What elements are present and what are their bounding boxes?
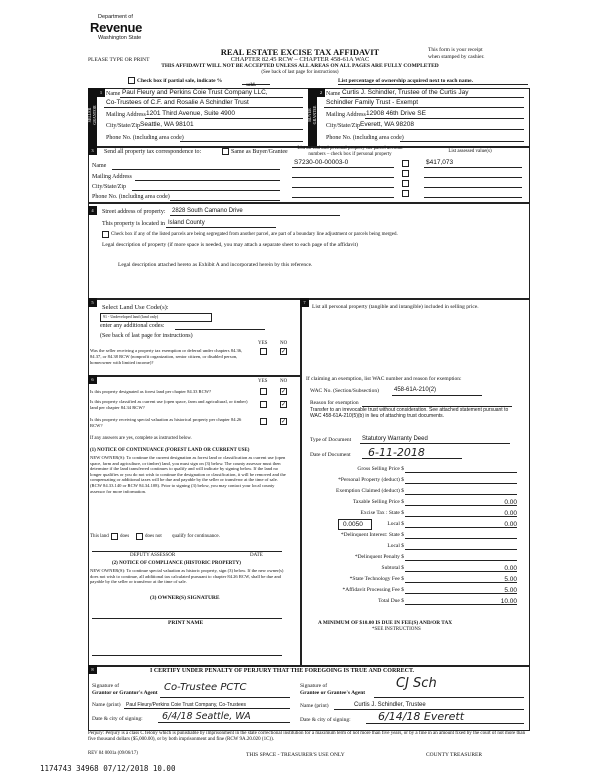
buyer-name-label: Name <box>326 91 341 97</box>
seller-address-line <box>145 118 303 119</box>
grantor-name[interactable]: Paul Fleury/Perkins Coie Trust Company, Co-Trustees <box>126 702 247 708</box>
forest-no-checkbox[interactable]: ✓ <box>281 389 287 395</box>
buyer-address[interactable]: 12908 46th Drive SE <box>366 110 426 117</box>
no-header-5: NO <box>280 341 288 346</box>
yes-header-5: YES <box>258 341 268 346</box>
current-use-question: Is this property classified as current use (open space, farm and agricultural, or timber) land per chapter 84.34 RCW? <box>90 399 248 410</box>
seller-city-line <box>139 129 303 130</box>
tech-fee-label: *State Technology Fee $ <box>349 576 404 582</box>
delinquent-state-label: *Delinquent Interest: State $ <box>340 532 404 538</box>
assessed-value[interactable]: $417,073 <box>426 159 454 166</box>
grantee-sig-label-2: Grantee or Grantee's Agent <box>300 690 366 696</box>
forest-yes-checkbox[interactable] <box>260 388 267 395</box>
partial-sale-label: Check box if partial sale, indicate % <box>137 78 223 84</box>
doc-date-value[interactable]: 6-11-2018 <box>368 446 425 459</box>
gross-price-label: Gross Selling Price $ <box>357 466 404 472</box>
logo-main: Revenue <box>90 20 143 35</box>
section-6-number: 6 <box>88 375 97 384</box>
treasurer-space: THIS SPACE - TREASURER'S USE ONLY <box>246 752 345 758</box>
see-instructions: *SEE INSTRUCTIONS <box>372 627 421 632</box>
see-back-note: (See back of last page for instructions) <box>261 70 339 75</box>
personal-property-checkbox-1[interactable] <box>402 160 409 167</box>
no-header-6: NO <box>280 379 288 384</box>
corr-city-line <box>132 190 280 191</box>
current-use-yes-checkbox[interactable] <box>260 401 267 408</box>
buyer-phone-line <box>400 141 524 142</box>
grantee-date-city[interactable]: 6/14/18 Everett <box>378 710 465 723</box>
county-label: This property is located in <box>102 221 165 227</box>
form-warning: THIS AFFIDAVIT WILL NOT BE ACCEPTED UNLESS ALL AREAS ON ALL PAGES ARE FULLY COMPLETED <box>161 63 439 69</box>
land-use-select[interactable] <box>100 313 212 322</box>
seller-name-line <box>120 97 303 98</box>
corr-phone-line <box>170 200 280 201</box>
local-rate-value: 0.0050 <box>343 521 363 528</box>
seller-phone-label: Phone No. (including area code) <box>106 135 184 141</box>
grantor-date-city[interactable]: 6/4/18 Seattle, WA <box>162 711 251 722</box>
date-label-6: DATE <box>250 553 263 558</box>
does-label: does <box>120 534 130 539</box>
certify-statement: I CERTIFY UNDER PENALTY OF PERJURY THAT THE FOREGOING IS TRUE AND CORRECT. <box>150 668 415 674</box>
assessed-line-2 <box>424 177 522 178</box>
land-use-value: 91 - Undeveloped land (land only) <box>103 314 159 319</box>
buyer-number: 2 <box>317 88 325 97</box>
recording-stamp: 1174743 34968 07/12/2018 10.00 <box>40 764 176 773</box>
deputy-label: DEPUTY ASSESSOR <box>130 553 176 558</box>
parcel-header-1: List all real and personal property tax parcel account <box>297 146 403 151</box>
segregation-checkbox[interactable] <box>102 231 109 238</box>
exemption-claimed-line <box>405 494 517 495</box>
seller-number: 1 <box>97 88 105 97</box>
seller-city[interactable]: Seattle, WA 98101 <box>140 121 194 128</box>
buyer-name-2[interactable]: Schindler Family Trust - Exempt <box>326 99 419 106</box>
does-checkbox[interactable] <box>111 533 118 540</box>
corr-name-label: Name <box>92 163 107 169</box>
ownership-line <box>338 84 528 85</box>
personal-property-deduct-line <box>405 483 517 484</box>
send-correspondence-label: Send all property tax correspondence to: <box>104 149 202 155</box>
historic-yes-checkbox[interactable] <box>260 418 267 425</box>
buyer-address-label: Mailing Address <box>326 112 366 118</box>
receipt-note-2: when stamped by cashier. <box>428 54 485 60</box>
seller-address[interactable]: 1201 Third Avenue, Suite 4900 <box>146 110 236 117</box>
county-line <box>166 227 276 228</box>
assessed-line-1 <box>424 167 522 168</box>
revenue-logo <box>90 14 160 48</box>
personal-property-deduct-label: *Personal Property (deduct) $ <box>338 477 404 483</box>
grantee-date-line <box>366 723 524 724</box>
exemption-no-checkbox[interactable]: ✓ <box>281 349 287 355</box>
parcel-line-4 <box>292 197 394 198</box>
parcel-line-1 <box>292 167 394 168</box>
same-as-buyer-checkbox[interactable] <box>222 148 229 155</box>
grantee-name-label: Name (print) <box>300 703 329 709</box>
historic-no-checkbox[interactable]: ✓ <box>281 419 287 425</box>
processing-fee-label: *Affidavit Processing Fee $ <box>342 587 404 593</box>
please-print: PLEASE TYPE OR PRINT <box>88 57 150 63</box>
county-value[interactable]: Island County <box>168 220 205 226</box>
parcel-line-3 <box>292 187 394 188</box>
receipt-note-1: This form is your receipt <box>428 47 483 53</box>
print-name-line <box>92 655 282 656</box>
seller-city-label: City/State/Zip <box>106 123 140 129</box>
print-name-label: PRINT NAME <box>168 620 204 626</box>
reason-value[interactable]: Transfer to an irrevocable trust without consideration. See attached statement pursuant to WAC 458-61A-210(5)(b) in lieu of attaching trust documents. <box>310 407 509 419</box>
form-subtitle: CHAPTER 82.45 RCW – CHAPTER 458-61A WAC <box>230 56 370 63</box>
seller-name-label: Name <box>106 91 121 97</box>
seller-side-text: SELLER GRANTOR <box>87 105 97 125</box>
if-yes-note: If any answers are yes, complete as instructed below. <box>90 436 192 441</box>
seller-phone-line <box>180 141 303 142</box>
section-7-number: 7 <box>300 298 309 307</box>
legal-label: Legal description of property (if more space is needed, you may attach a separate sheet to each page of the affidavit) <box>102 242 358 248</box>
gross-price-line <box>405 472 517 473</box>
notice-2-title: (2) NOTICE OF COMPLIANCE (HISTORIC PROPERTY) <box>112 561 241 566</box>
grantor-name-label: Name (print) <box>92 702 121 708</box>
state-tax-value[interactable]: 0.00 <box>504 510 517 517</box>
doc-type-line <box>360 443 510 444</box>
delinquent-penalty-line <box>405 560 517 561</box>
taxable-price-label: Taxable Selling Price $ <box>352 499 404 505</box>
owner-signature-label: (3) OWNER(S) SIGNATURE <box>150 595 220 601</box>
grantee-signature[interactable]: CJ Sch <box>396 676 437 691</box>
qualify-label: qualify for continuance. <box>172 534 220 539</box>
parcel-header-2: numbers – check box if personal property <box>308 152 392 157</box>
processing-fee-value[interactable]: 5.00 <box>504 587 517 594</box>
buyer-city[interactable]: Everett, WA 98208 <box>360 121 414 128</box>
owner-signature-line <box>92 618 282 619</box>
parcel-line-2 <box>292 177 394 178</box>
additional-codes-label: enter any additional codes: <box>100 323 165 329</box>
current-use-no-checkbox[interactable]: ✓ <box>281 402 287 408</box>
grantor-signature[interactable]: Co-Trustee PCTC <box>164 682 247 693</box>
buyer-city-label: City/State/Zip <box>326 123 360 129</box>
logo-sub: Washington State <box>98 35 142 41</box>
delinquent-state-line <box>405 538 517 539</box>
total-due-value[interactable]: 10.00 <box>500 598 517 605</box>
section-4-number: 4 <box>88 206 97 215</box>
segregation-label: Check box if any of the listed parcels are being segregated from another parcel, are part of a boundary line adjustment or parcels being merged. <box>111 232 398 237</box>
delinquent-local-label: Local $ <box>387 543 404 549</box>
street-label: Street address of property: <box>102 209 166 215</box>
grantor-sig-label-2: Grantor or Grantor's Agent <box>92 690 158 696</box>
personal-property-checkbox-3[interactable] <box>402 180 409 187</box>
corr-name-line <box>112 169 280 170</box>
minimum-note: A MINIMUM OF $10.00 IS DUE IN FEE(S) AND/OR TAX <box>318 620 453 626</box>
corr-city-label: City/State/Zip <box>92 184 126 190</box>
personal-property-checkbox-2[interactable] <box>402 170 409 177</box>
corr-address-line <box>135 180 280 181</box>
same-as-buyer-label: Same as Buyer/Grantee <box>231 149 288 155</box>
doc-type-label: Type of Document <box>310 437 352 443</box>
buyer-name-line-2 <box>324 107 524 108</box>
sold-label: sold. <box>246 83 256 88</box>
grantee-sig-line <box>374 697 524 698</box>
wac-value[interactable]: 458-61A-210(2) <box>394 387 437 393</box>
street-address[interactable]: 2828 South Camano Drive <box>172 208 243 214</box>
doc-date-label: Date of Document <box>310 452 351 458</box>
corr-address-label: Mailing Address <box>92 174 132 180</box>
section-3-number: 3 <box>88 146 97 155</box>
exemption-question: Was the seller receiving a property tax exemption or deferral under chapters 84.36, 84.37, or 84.38 RCW (nonprofit organization, senior citizen, or disabled person, homeowner with limited income)? <box>90 348 243 365</box>
does-not-checkbox[interactable] <box>136 533 143 540</box>
buyer-address-line <box>365 118 524 119</box>
buyer-phone-label: Phone No. (including area code) <box>326 135 404 141</box>
assessed-line-4 <box>424 197 522 198</box>
grantor-name-line <box>124 708 290 709</box>
grantee-date-label: Date & city of signing: <box>300 717 351 723</box>
seller-name-1[interactable]: Paul Fleury and Perkins Coie Trust Company LLC, <box>122 89 268 96</box>
parcel-number[interactable]: S7230-00-00003-0 <box>294 159 349 166</box>
exemption-claim-label: If claiming an exemption, list WAC number and reason for exemption: <box>306 376 462 382</box>
historic-question: Is this property receiving special valuation as historical property per chapter 84.26 RCW? <box>90 417 242 428</box>
grantor-sig-line <box>160 697 290 698</box>
exemption-yes-checkbox[interactable] <box>260 348 267 355</box>
seller-name-line-2 <box>104 107 303 108</box>
grantee-sig-label-1: Signature of <box>300 683 328 689</box>
seller-address-label: Mailing Address <box>106 112 146 118</box>
seller-name-2[interactable]: Co-Trustees of C.F. and Rosalie A Schindler Trust <box>106 99 249 106</box>
ownership-note: List percentage of ownership acquired next to each name. <box>338 78 473 84</box>
land-use-label: Select Land Use Code(s): <box>102 304 169 311</box>
local-tax-label: Local $ <box>387 521 404 527</box>
personal-property-label: List all personal property (tangible and intangible) included in selling price. <box>312 304 479 310</box>
subtotal-label: Subtotal $ <box>381 565 404 571</box>
forest-question: Is this property designated as forest land per chapter 84.33 RCW? <box>90 389 212 394</box>
wac-label: WAC No. (Section/Subsection) <box>310 388 379 394</box>
partial-sale-checkbox[interactable] <box>128 77 135 84</box>
grantee-name[interactable]: Curtis J. Schindler, Trustee <box>354 702 426 708</box>
assessed-line-3 <box>424 187 522 188</box>
deputy-line <box>92 551 282 552</box>
local-tax-value[interactable]: 0.00 <box>504 521 517 528</box>
legal-text: Legal description attached hereto as Exhibit A and incorporated herein by this reference. <box>118 262 313 268</box>
grantor-date-line <box>158 722 290 723</box>
exemption-claimed-label: Exemption Claimed (deduct) $ <box>336 488 404 494</box>
section5-see-back: (See back of last page for instructions) <box>100 333 193 339</box>
buyer-city-line <box>359 129 524 130</box>
additional-codes-line <box>175 329 265 330</box>
land-label: This land <box>90 534 109 539</box>
reason-label: Reason for exemption <box>310 400 359 406</box>
section-8-number: 8 <box>88 665 97 674</box>
total-due-label: Total Due $ <box>378 598 404 604</box>
perjury-note: Perjury: Perjury is a class C felony which is punishable by imprisonment in the state correctional institution for a maximum term of not more than five years, or by a fine in an amount fixed by the court of not more than five thousand dollars ($5,000.00), or by both imprisonment and fine (RCW 9A.20.020 (1C)). <box>88 731 526 743</box>
wac-line <box>392 395 482 396</box>
delinquent-penalty-label: *Delinquent Penalty $ <box>354 554 404 560</box>
doc-type-value[interactable]: Statutory Warranty Deed <box>362 436 428 442</box>
buyer-name-line <box>340 97 524 98</box>
notice-1-title: (1) NOTICE OF CONTINUANCE (FOREST LAND OR CURRENT USE) <box>90 448 250 453</box>
subtotal-value[interactable]: 0.00 <box>504 565 517 572</box>
logo-top: Department of <box>98 14 133 20</box>
yes-header-6: YES <box>258 379 268 384</box>
state-tax-label: Excise Tax : State $ <box>360 510 404 516</box>
taxable-price-value[interactable]: 0.00 <box>504 499 517 506</box>
buyer-side-text: BUYER GRANTEE <box>307 105 317 125</box>
notice-1-text: NEW OWNER(S): To continue the current designation as forest land or classification as current use (open space, farm and agriculture, or timber) land, you must sign on (3) below. The county assessor must then determine if the land transferred continues to qualify and will indicate by signing below. If the land no longer qualifies or you do not wish to continue the designation or classification, it will be removed and the compensating or additional taxes will be due and payable by the seller or transferor at the time of sale. (RCW 84.33.140 or RCW 84.34.108). Prior to signing (3) below, you may contact your local county assessor for more information. <box>90 455 286 494</box>
street-line <box>170 215 340 216</box>
tech-fee-value[interactable]: 5.00 <box>504 576 517 583</box>
corr-phone-label: Phone No. (including area code) <box>92 194 170 200</box>
rev-number: REV 84 0001a (09/06/17) <box>88 751 138 756</box>
buyer-name-1[interactable]: Curtis J. Schindler, Trustee of the Curtis Jay <box>342 89 469 96</box>
form-title: REAL ESTATE EXCISE TAX AFFIDAVIT <box>220 47 380 57</box>
county-treasurer: COUNTY TREASURER <box>426 752 483 758</box>
does-not-label: does not <box>145 534 162 539</box>
delinquent-local-line <box>405 549 517 550</box>
personal-property-checkbox-4[interactable] <box>402 190 409 197</box>
assessed-header: List assessed value(s) <box>448 149 492 154</box>
doc-date-line <box>362 458 462 459</box>
grantor-date-label: Date & city of signing: <box>92 716 143 722</box>
section-5-number: 5 <box>88 298 97 307</box>
grantor-sig-label-1: Signature of <box>92 683 120 689</box>
notice-2-text: NEW OWNER(S): To continue special valuation as historic property, sign (3) below. If the new owner(s) does not wish to continue, all additional tax calculated pursuant to chapter 84.26 RCW, shall be due and payable by the seller or transferor at the time of sale. <box>90 568 284 585</box>
section-4-box <box>88 202 530 300</box>
